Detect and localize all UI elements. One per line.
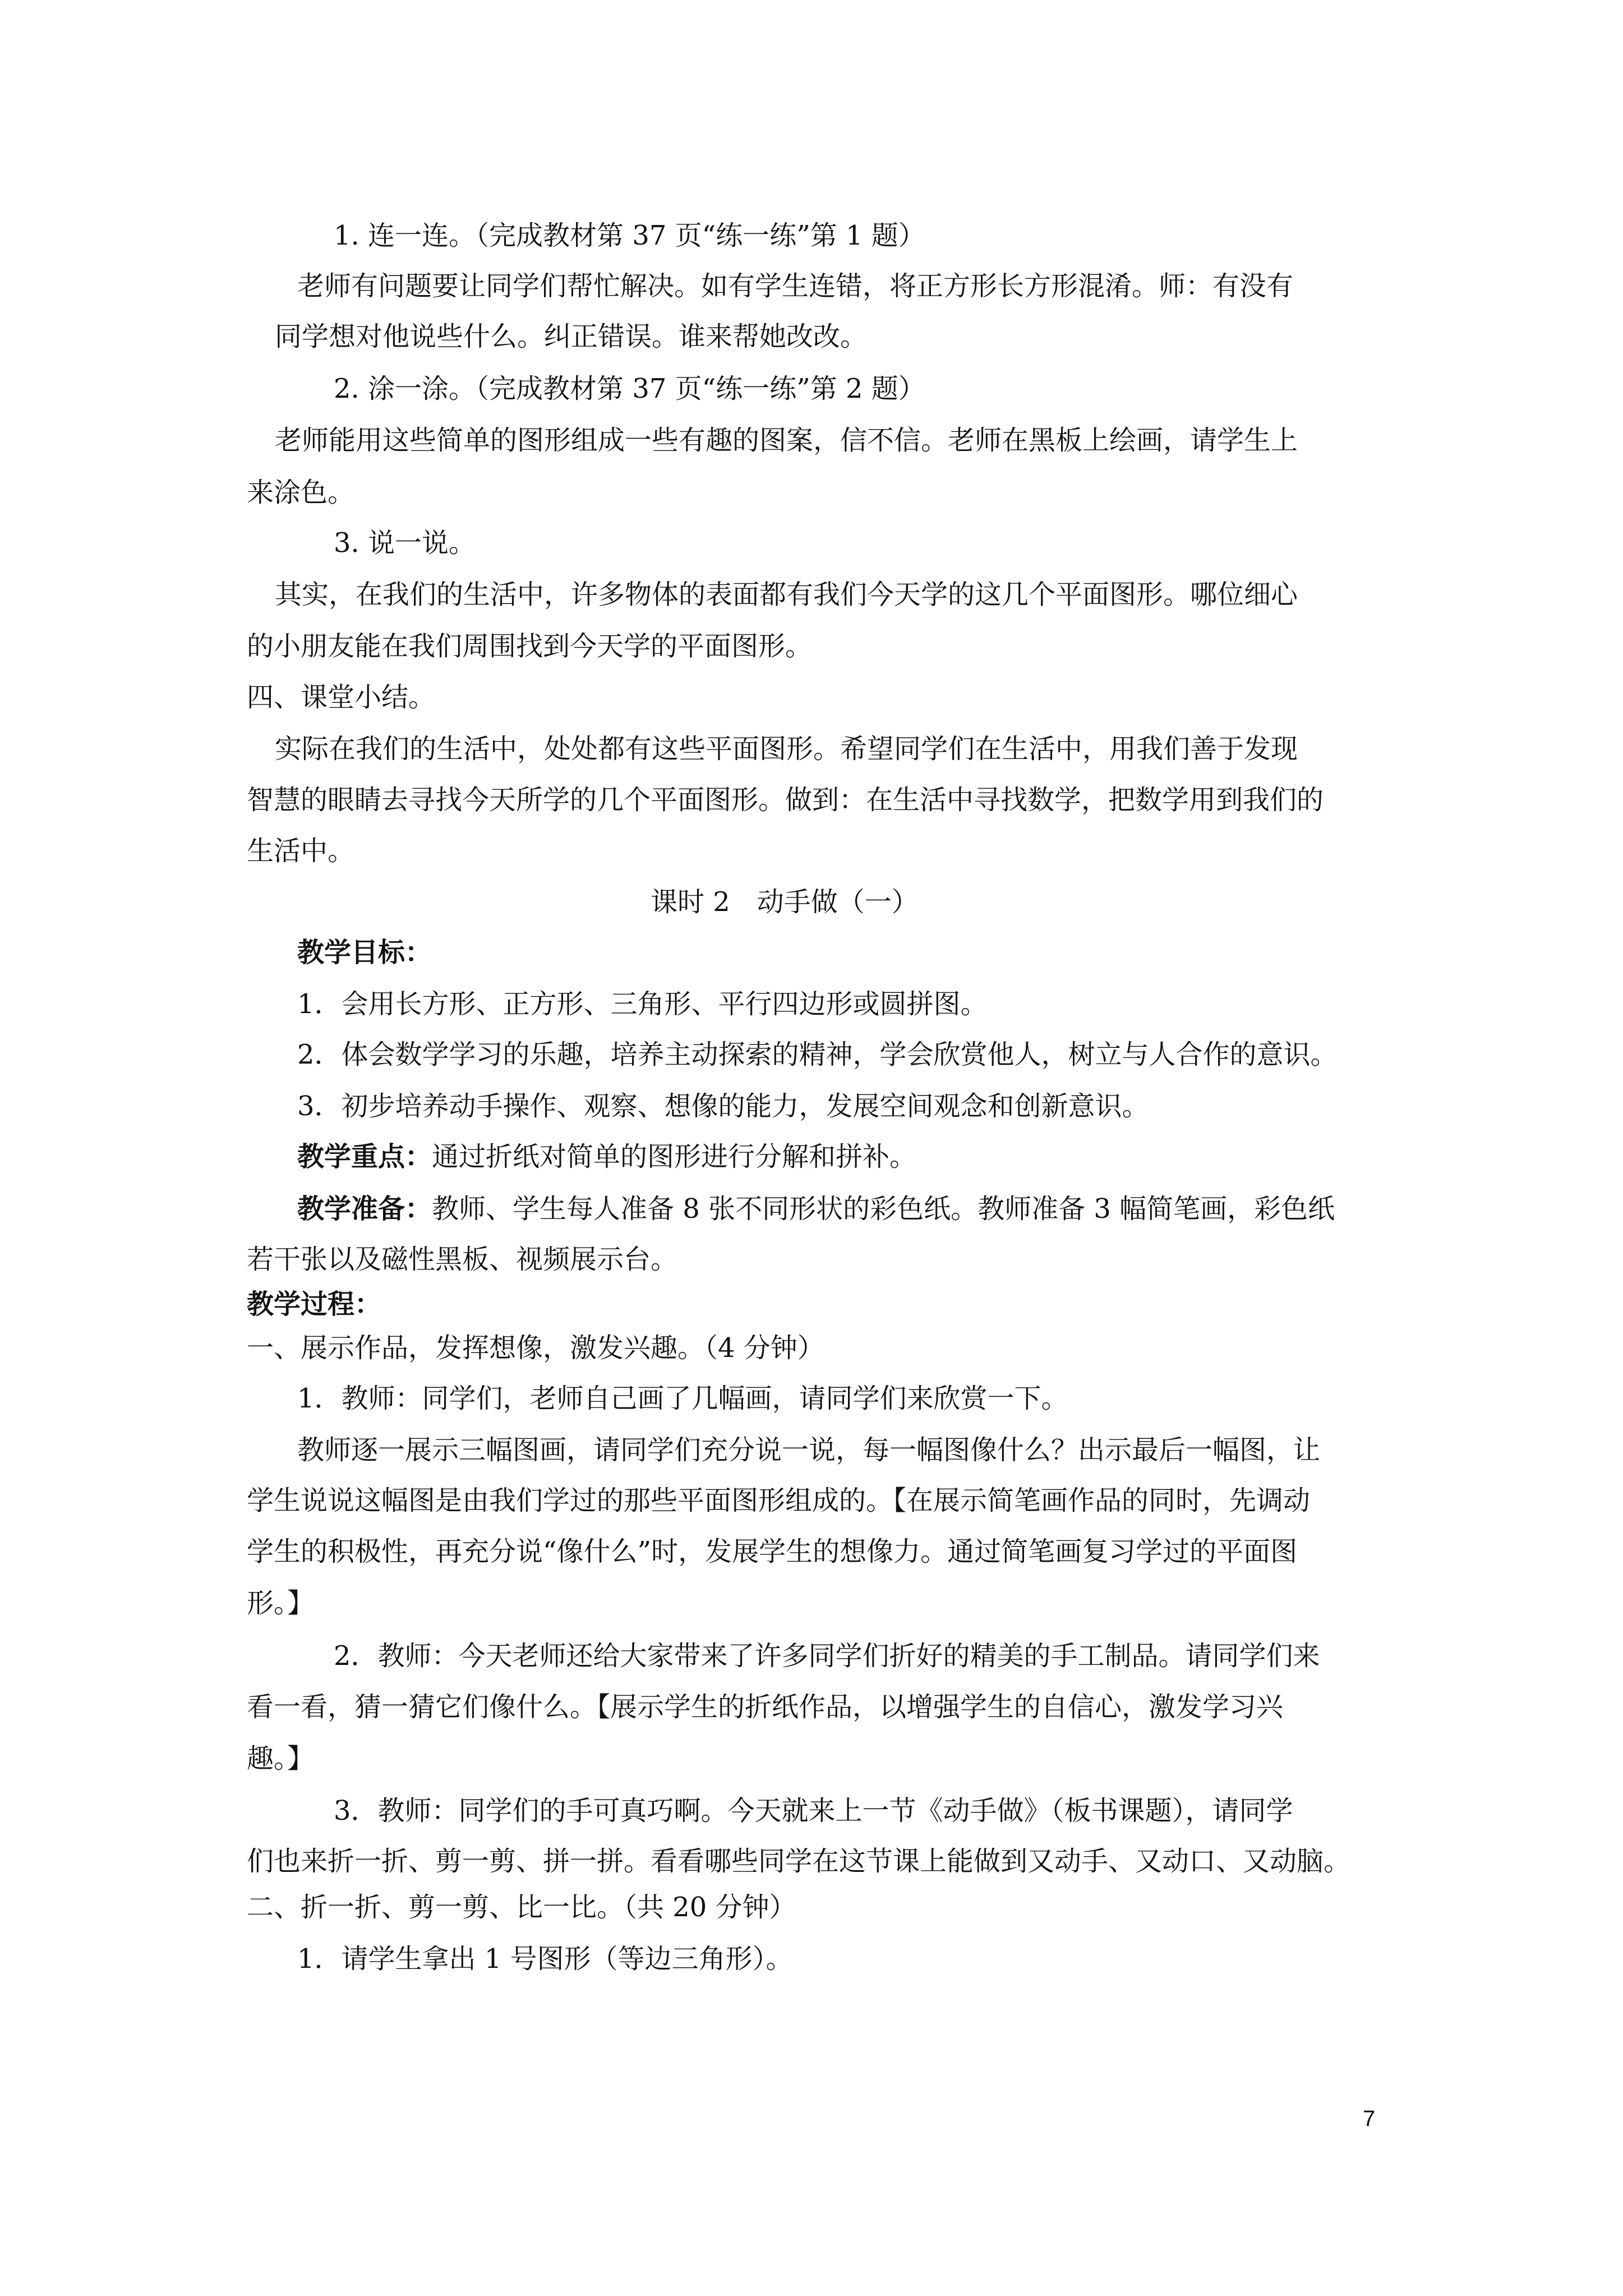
paragraph-line: 2．教师：今天老师还给大家带来了许多同学们折好的精美的手工制品。请同学们来	[334, 1640, 1320, 1672]
paragraph-line: 若干张以及磁性黑板、视频展示台。	[247, 1244, 678, 1275]
paragraph-line: 看一看，猜一猜它们像什么。【展示学生的折纸作品，以增强学生的自信心，激发学习兴	[247, 1691, 1284, 1723]
goal-item: 1．会用长方形、正方形、三角形、平行四边形或圆拼图。	[297, 988, 988, 1020]
paragraph-line: 来涂色。	[247, 477, 355, 508]
teaching-prep-line	[297, 1192, 1335, 1226]
paragraph-line: 趣。】	[247, 1743, 315, 1774]
paragraph-line: 同学想对他说些什么。纠正错误。谁来帮她改改。	[275, 321, 868, 352]
exercise-2-heading: 2. 涂一涂。（完成教材第 37 页“练一练”第 2 题）	[334, 373, 925, 404]
paragraph-line: 3．教师：同学们的手可真巧啊。今天就来上一节《动手做》（板书课题），请同学	[334, 1795, 1293, 1826]
paragraph-line: 1．教师：同学们，老师自己画了几幅画，请同学们来欣赏一下。	[297, 1383, 1068, 1414]
paragraph-line: 教师逐一展示三幅图画，请同学们充分说一说，每一幅图像什么？出示最后一幅图，让	[297, 1434, 1321, 1466]
section-heading: 一、展示作品，发挥想像，激发兴趣。（4 分钟）	[247, 1332, 824, 1364]
teaching-focus-text: 通过折纸对简单的图形进行分解和拼补。	[432, 1141, 917, 1172]
teaching-prep-label: 教学准备：	[297, 1193, 432, 1225]
paragraph-line: 老师能用这些简单的图形组成一些有趣的图案，信不信。老师在黑板上绘画，请学生上	[275, 425, 1298, 456]
paragraph-line: 智慧的眼睛去寻找今天所学的几个平面图形。做到：在生活中寻找数学，把数学用到我们的	[247, 784, 1324, 816]
paragraph-line: 的小朋友能在我们周围找到今天学的平面图形。	[247, 631, 813, 662]
paragraph-line: 们也来折一折、剪一剪、拼一拼。看看哪些同学在这节课上能做到又动手、又动口、又动脑。	[247, 1846, 1351, 1877]
paragraph-line: 实际在我们的生活中，处处都有这些平面图形。希望同学们在生活中，用我们善于发现	[275, 733, 1298, 765]
exercise-3-heading: 3. 说一说。	[334, 527, 476, 559]
paragraph-line: 1．请学生拿出 1 号图形（等边三角形）。	[297, 1943, 793, 1975]
teaching-prep-text: 教师、学生每人准备 8 张不同形状的彩色纸。教师准备 3 幅简笔画，彩色纸	[432, 1193, 1335, 1225]
teaching-focus-label: 教学重点：	[297, 1141, 432, 1172]
page-number: 7	[1363, 2106, 1376, 2131]
goal-item: 3．初步培养动手操作、观察、想像的能力，发展空间观念和创新意识。	[297, 1091, 1149, 1122]
section-heading: 二、折一折、剪一剪、比一比。（共 20 分钟）	[247, 1892, 796, 1923]
teaching-focus-line	[297, 1140, 916, 1174]
section-heading: 四、课堂小结。	[247, 682, 436, 713]
paragraph-line: 形。】	[247, 1588, 315, 1619]
lesson-title: 课时 2 动手做（一）	[651, 886, 919, 918]
exercise-1-heading: 1. 连一连。（完成教材第 37 页“练一练”第 1 题）	[334, 220, 925, 251]
paragraph-line: 生活中。	[247, 835, 355, 867]
paragraph-line: 老师有问题要让同学们帮忙解决。如有学生连错，将正方形长方形混淆。师：有没有	[297, 270, 1294, 302]
paragraph-line: 其实，在我们的生活中，许多物体的表面都有我们今天学的这几个平面图形。哪位细心	[275, 579, 1298, 610]
paragraph-line: 学生的积极性，再充分说“像什么”时，发展学生的想像力。通过简笔画复习学过的平面图	[247, 1536, 1298, 1567]
teaching-process-heading: 教学过程：	[247, 1289, 382, 1320]
paragraph-line: 学生说说这幅图是由我们学过的那些平面图形组成的。【在展示简笔画作品的同时，先调动	[247, 1485, 1311, 1516]
goal-item: 2．体会数学学习的乐趣，培养主动探索的精神，学会欣赏他人，树立与人合作的意识。	[297, 1039, 1338, 1070]
teaching-goals-heading: 教学目标：	[297, 937, 432, 968]
